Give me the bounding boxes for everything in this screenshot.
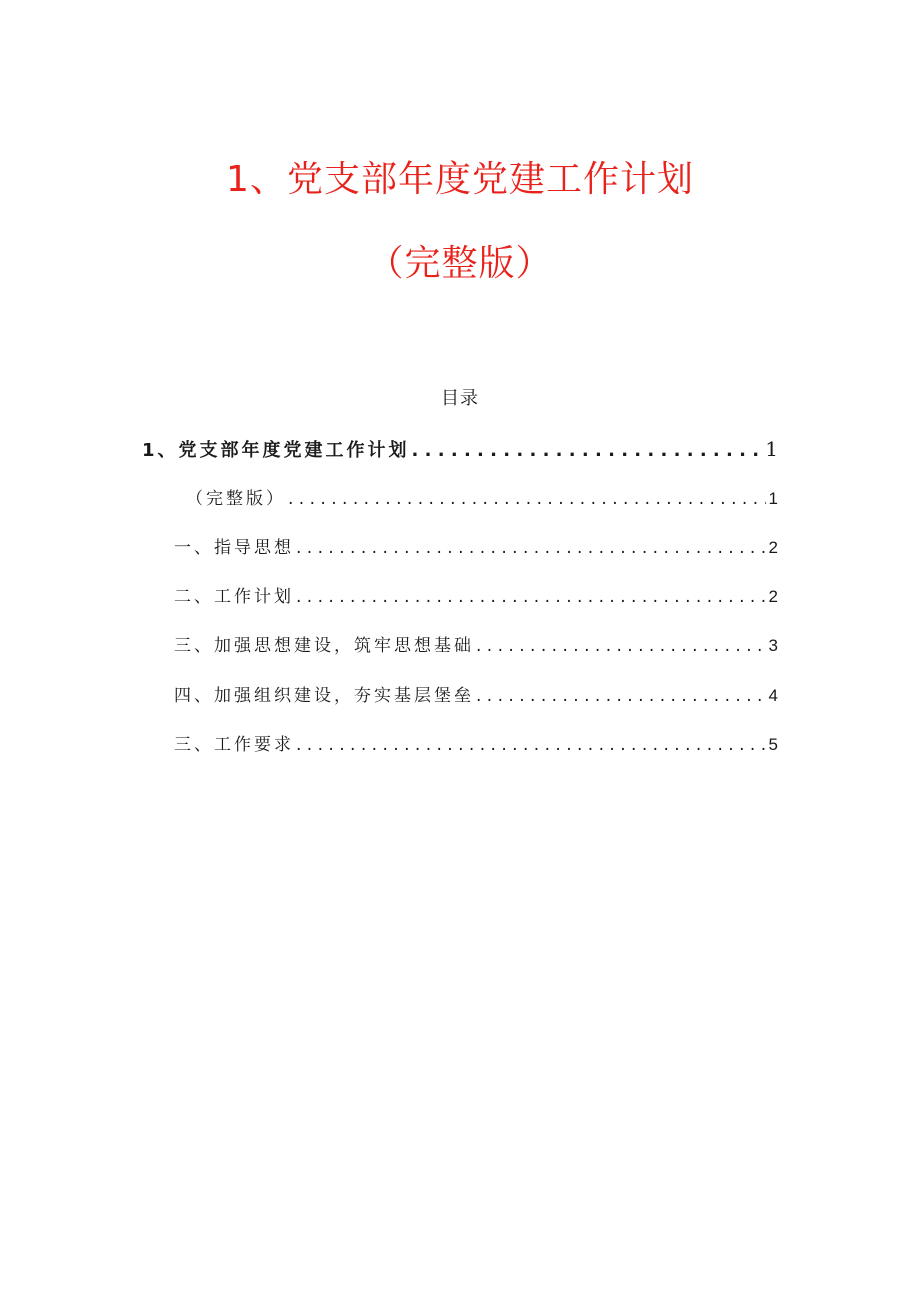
toc-entry-page: 3 [768,636,778,655]
toc-entry-page: 5 [768,735,778,754]
toc-entry[interactable] [174,733,778,757]
toc-entry-page: 1 [768,489,778,508]
toc-leader-dots [296,536,766,560]
toc-entry-page: 2 [768,538,778,557]
toc-entry-page: 1 [765,437,778,461]
toc-leader-dots [476,684,766,708]
toc-entry-page: 2 [768,587,778,606]
toc-entry[interactable] [174,536,778,560]
toc-entry[interactable] [186,487,778,511]
toc-entry-label: （完整版） [186,489,286,509]
toc-leader-dots [296,585,766,609]
toc-entry-page: 4 [768,686,778,705]
toc-entry[interactable] [142,436,778,464]
toc-leader-dots [412,438,763,464]
toc-heading: 目录 [441,388,479,409]
toc-entry[interactable] [174,634,778,658]
toc-entry-label: 二、工作计划 [174,587,294,607]
document-subtitle: （完整版） [367,243,553,284]
toc-entry-label: 一、指导思想 [174,538,294,558]
toc-entry-label: 三、工作要求 [174,735,294,755]
toc-entry[interactable] [174,684,778,708]
toc-entry-label: 1、党支部年度党建工作计划 [142,440,410,461]
document-title: 1、党支部年度党建工作计划 [226,159,694,200]
toc-entry-label: 三、加强思想建设，筑牢思想基础 [174,636,474,656]
toc-leader-dots [296,733,766,757]
toc-leader-dots [288,487,766,511]
toc-entry[interactable] [174,585,778,609]
toc-leader-dots [476,634,766,658]
toc-entry-label: 四、加强组织建设，夯实基层堡垒 [174,686,474,706]
